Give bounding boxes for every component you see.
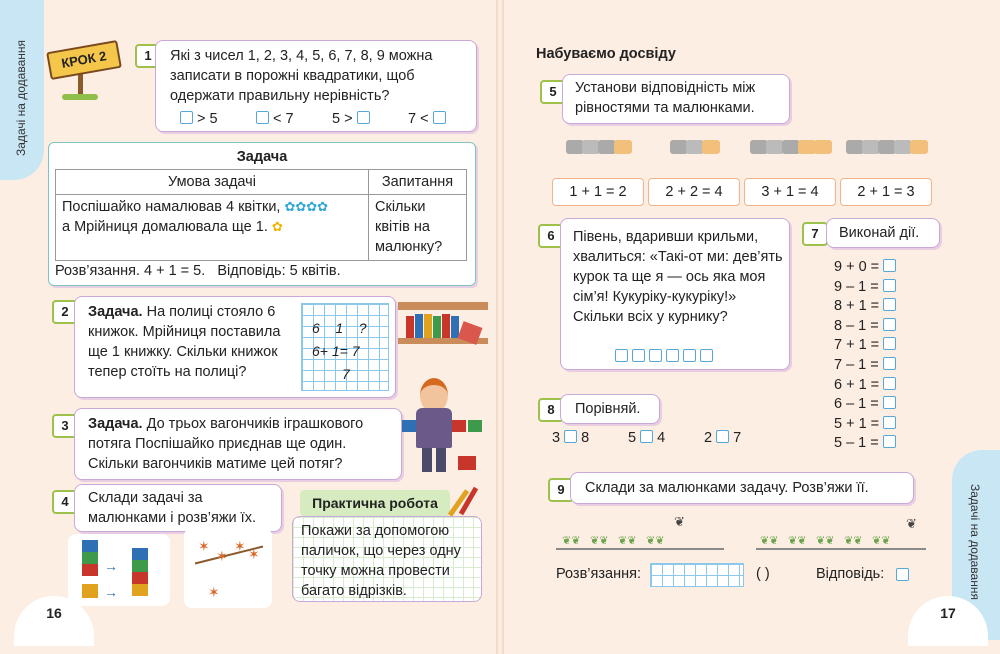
- compare-square[interactable]: [564, 430, 577, 443]
- exercise-3-text-block: [88, 414, 394, 474]
- compare-square[interactable]: [716, 430, 729, 443]
- exercise-7-expression: 9 – 1 =: [834, 278, 879, 295]
- exercise-7-number: 7: [802, 222, 828, 246]
- task-table: [55, 169, 467, 261]
- puzzle-group-3: [750, 138, 830, 158]
- boy-with-train-illustration: [402, 376, 492, 476]
- exercise-8-text: Порівняй.: [575, 401, 641, 417]
- branch-illustration-2: ❦❦ ❦❦ ❦❦ ❦❦ ❦❦ ❦: [756, 514, 928, 554]
- answer-square[interactable]: [883, 259, 896, 272]
- one-flower-icon: ✿: [271, 219, 283, 234]
- exercise-9-answer-square[interactable]: [896, 568, 909, 581]
- condition-line-2: а Мрійниця домалювала ще 1.: [62, 219, 268, 235]
- side-tab-left: [0, 0, 44, 180]
- exercise-7-item: [834, 297, 924, 317]
- exercise-9-box: [570, 472, 914, 504]
- exercise-3-text: До трьох вагончиків іграшкового потяга Поспішайко приєднав ще один. Скільки вагончиків матиме цей потяг?: [88, 416, 364, 472]
- exercise-9-answer-label: Відповідь:: [816, 566, 885, 582]
- exercise-9-parens: ( ): [756, 566, 770, 582]
- exercise-1-number: 1: [135, 44, 161, 68]
- exercise-7-expression: 5 + 1 =: [834, 415, 880, 432]
- task-title: Задача: [236, 149, 288, 165]
- exercise-2-number: 2: [52, 300, 78, 324]
- condition-cell: [56, 195, 369, 261]
- exercise-7-item: [834, 395, 924, 415]
- exercise-5-text: Установи відповідність між рівностями та малюнками.: [575, 80, 756, 116]
- exercise-3-box: [74, 408, 402, 480]
- answer-square[interactable]: [357, 111, 370, 124]
- answer-square[interactable]: [632, 349, 645, 362]
- task-example-box: [48, 142, 476, 286]
- puzzle-group-4: [846, 138, 926, 158]
- exercise-7-expression: 7 + 1 =: [834, 337, 880, 354]
- page-number-left: 16: [14, 596, 94, 646]
- exercise-6-box: [560, 218, 790, 370]
- answer-square[interactable]: [883, 279, 896, 292]
- puzzle-group-2: [670, 138, 726, 158]
- answer-square[interactable]: [883, 416, 896, 429]
- answer-square[interactable]: [883, 357, 896, 370]
- exercise-9-number: 9: [548, 478, 574, 502]
- exercise-7-text: Виконай дії.: [839, 225, 920, 241]
- exercise-2-title: Задача.: [88, 304, 143, 320]
- side-tab-right-label: Задачі на додавання: [968, 484, 982, 600]
- exercise-7-expression: 5 – 1 =: [834, 435, 879, 452]
- exercise-8-number: 8: [538, 398, 564, 422]
- task-answer: Відповідь: 5 квітів.: [217, 263, 341, 279]
- exercise-9-solution-grid[interactable]: [650, 563, 744, 587]
- answer-square[interactable]: [256, 111, 269, 124]
- exercise-2-text-block: [88, 302, 300, 382]
- falling-leaves-illustration: ✶ ✶ ✶ ✶ ✶: [184, 528, 272, 608]
- answer-square[interactable]: [433, 111, 446, 124]
- question-cell: Скільки квітів на малюнку?: [369, 195, 467, 261]
- exercise-7-item: [834, 434, 924, 454]
- exercise-5-box: [562, 74, 790, 124]
- practical-work-text: Покажи за допомогою паличок, що через одну точку можна провести багато відрізків.: [301, 523, 461, 599]
- answer-square[interactable]: [883, 396, 896, 409]
- exercise-7-expression: 6 – 1 =: [834, 396, 879, 413]
- exercise-4-text: Склади задачі за малюнками і розв’яжи їх.: [88, 490, 256, 526]
- exercise-5-number: 5: [540, 80, 566, 104]
- four-flowers-icon: ✿✿✿✿: [284, 199, 329, 214]
- grid-row-1: 6 1 ?: [312, 320, 367, 336]
- exercise-1-text: Які з чисел 1, 2, 3, 4, 5, 6, 7, 8, 9 можна записати в порожні квадратики, щоб одержати правильну нерівність?: [170, 48, 433, 104]
- grid-row-3: 7: [342, 366, 350, 382]
- exercise-7-item: [834, 317, 924, 337]
- answer-square[interactable]: [883, 435, 896, 448]
- exercise-7-list: [834, 258, 924, 454]
- exercise-1-box: [155, 40, 477, 132]
- exercise-6-number: 6: [538, 224, 564, 248]
- exercise-9-text: Склади за малюнками задачу. Розв’яжи її.: [585, 480, 869, 496]
- answer-square[interactable]: [649, 349, 662, 362]
- task-solution: Розв’язання. 4 + 1 = 5.: [55, 263, 206, 279]
- practical-work-box: [292, 490, 488, 604]
- exercise-3-number: 3: [52, 414, 78, 438]
- side-tab-left-label: Задачі на додавання: [14, 40, 28, 156]
- right-heading: Набуваємо досвіду: [536, 46, 676, 62]
- exercise-7-item: [834, 258, 924, 278]
- grid-row-2: 6+ 1= 7: [312, 343, 360, 359]
- exercise-7-expression: 9 + 0 =: [834, 259, 880, 275]
- condition-header: Умова задачі: [56, 170, 369, 195]
- equation-card-1[interactable]: 1 + 1 = 2: [552, 178, 644, 206]
- answer-square[interactable]: [615, 349, 628, 362]
- exercise-6-answer-squares: [615, 347, 713, 367]
- exercise-7-expression: 7 – 1 =: [834, 356, 879, 373]
- solution-grid: [301, 303, 389, 391]
- equation-card-2[interactable]: 2 + 2 = 4: [648, 178, 740, 206]
- exercise-7-item: [834, 336, 924, 356]
- exercise-9-solution-label: Розв’язання:: [556, 566, 641, 582]
- question-header: Запитання: [369, 170, 467, 195]
- bookshelf-illustration: [398, 298, 490, 354]
- exercise-7-box: [826, 218, 940, 248]
- arrow-right-icon: →: [104, 584, 118, 600]
- page-number-right: 17: [908, 596, 988, 646]
- exercise-7-item: [834, 376, 924, 396]
- exercise-7-expression: 8 – 1 =: [834, 317, 879, 334]
- inequality-1: > 5: [197, 111, 218, 127]
- equation-card-4[interactable]: 2 + 1 = 3: [840, 178, 932, 206]
- exercise-7-item: [834, 278, 924, 298]
- arrow-right-icon: →: [104, 558, 118, 574]
- answer-square[interactable]: [883, 377, 896, 390]
- answer-square[interactable]: [180, 111, 193, 124]
- right-page: Набуваємо досвіду 5 Установи відповідність між рівностями та малюнками. 1 + 1 = 2 2 + 2 = 4 3 + 1 = 4 2 + 1 = 3 6 Півень, вдаривши крильми, хвалиться: «Такі-от ми: дев’ять курок та ще я — ось яка моя сім’я! Кукуріку-кукуріку!» Скільки всіх у курнику? 7 Виконай дії. 9 + 0 = 9 – 1 = 8 + 1 = 8 – 1 = 7 + 1 = 7 – 1 = 6 + 1 = 6 – 1 = 5 + 1 = 5 – 1 = 8 Порівняй. 3 8 5 4 2 7 9 Склади за малюнками задачу. Розв’яжи її. ❦❦ ❦❦ ❦❦ ❦❦ ❦ ❦❦ ❦❦ ❦❦ ❦❦ ❦❦ ❦ Розв’язання: ( ) Відповідь: Задачі на додавання 17: [500, 0, 1000, 654]
- book-spine: [496, 0, 504, 654]
- exercise-7-item: [834, 356, 924, 376]
- exercise-4-box: [74, 484, 282, 532]
- inequality-2: < 7: [273, 111, 294, 127]
- step-sign: [48, 40, 118, 100]
- answer-square[interactable]: [883, 318, 896, 331]
- puzzle-group-1: [566, 138, 632, 158]
- answer-square[interactable]: [666, 349, 679, 362]
- practical-work-title: Практична робота: [300, 490, 450, 516]
- exercise-8-box: [560, 394, 660, 424]
- answer-square[interactable]: [883, 298, 896, 311]
- exercise-7-expression: 6 + 1 =: [834, 376, 880, 393]
- condition-line-1: Поспішайко намалював 4 квітки,: [62, 199, 281, 215]
- task-solution-line: [55, 261, 341, 281]
- blocks-illustration: [68, 534, 170, 606]
- exercise-3-title: Задача.: [88, 416, 143, 432]
- exercise-7-expression: 8 + 1 =: [834, 298, 880, 315]
- exercise-2-text: На полиці стояло 6 книжок. Мрійниця поставила ще 1 книжку. Скільки книжок тепер стоїть на полиці?: [88, 304, 281, 380]
- answer-square[interactable]: [683, 349, 696, 362]
- exercise-2-box: [74, 296, 396, 398]
- exercise-6-text: Півень, вдаривши крильми, хвалиться: «Такі-от ми: дев’ять курок та ще я — ось яка моя сім’я! Кукуріку-кукуріку!» Скільки всіх у курнику?: [573, 229, 783, 325]
- compare-square[interactable]: [640, 430, 653, 443]
- equation-card-3[interactable]: 3 + 1 = 4: [744, 178, 836, 206]
- exercise-4-number: 4: [52, 490, 78, 514]
- answer-square[interactable]: [883, 337, 896, 350]
- inequality-4: 7 <: [408, 111, 429, 127]
- answer-square[interactable]: [700, 349, 713, 362]
- inequality-3: 5 >: [332, 111, 353, 127]
- branch-illustration-1: ❦❦ ❦❦ ❦❦ ❦❦ ❦: [556, 514, 726, 554]
- step-sign-label: КРОК 2: [46, 40, 122, 80]
- exercise-7-item: [834, 415, 924, 435]
